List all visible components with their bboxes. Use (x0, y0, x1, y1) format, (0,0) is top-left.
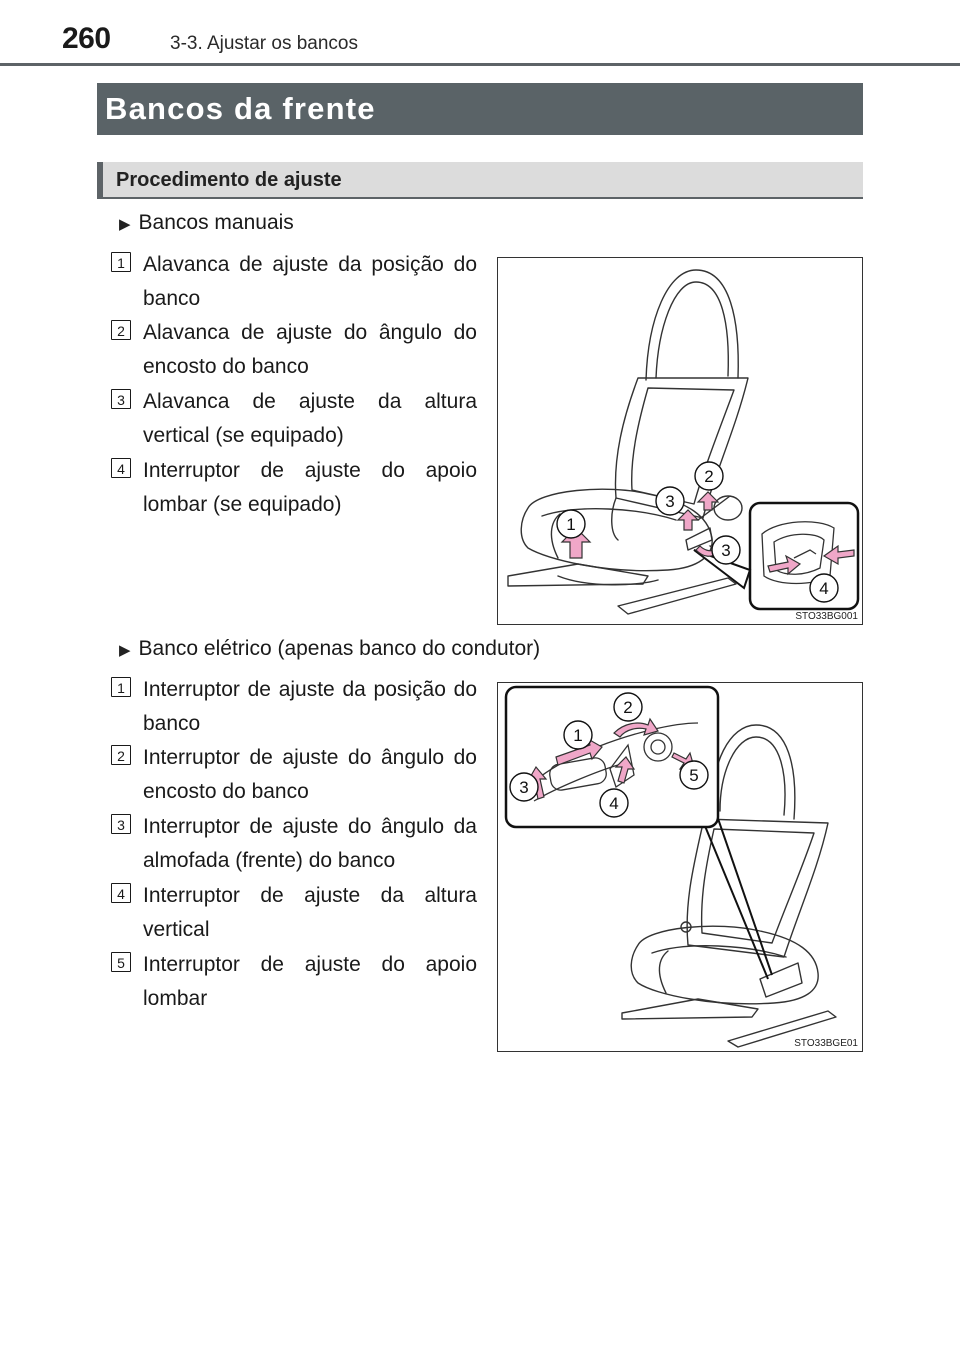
triangle-bullet-icon: ▶ (119, 216, 131, 233)
manual-item-text: Alavanca de ajuste da posição do banco (143, 253, 477, 310)
power-seat-figure (497, 682, 863, 1052)
manual-item-text: Interruptor de ajuste do apoio lombar (se equipado) (143, 459, 477, 516)
manual-seat-illustration (498, 258, 862, 624)
power-callout: 2 (623, 698, 633, 717)
subtitle-marker (97, 162, 103, 199)
power-callout: 1 (573, 726, 583, 745)
power-item-text: Interruptor de ajuste do ângulo do encosto do banco (143, 746, 477, 803)
manual-seat-figure (497, 257, 863, 625)
power-figure-code: STO33BGE01 (794, 1038, 858, 1049)
section-reference: 3-3. Ajustar os bancos (170, 33, 358, 54)
manual-item-text: Alavanca de ajuste do ângulo do encosto do banco (143, 321, 477, 378)
power-heading (119, 637, 540, 661)
triangle-bullet-icon: ▶ (119, 642, 131, 659)
manual-callout: 1 (566, 515, 576, 534)
power-seat-illustration (498, 683, 862, 1051)
manual-heading (119, 211, 294, 235)
manual-callout: 4 (819, 579, 829, 598)
manual-item-number: 3 (111, 389, 131, 409)
power-heading-text: Banco elétrico (apenas banco do condutor) (138, 637, 541, 660)
power-item-number: 3 (111, 814, 131, 834)
manual-item-text: Alavanca de ajuste da altura vertical (se equipado) (143, 390, 477, 447)
power-item-text: Interruptor de ajuste da altura vertical (143, 884, 477, 941)
page-number: 260 (62, 22, 111, 55)
manual-figure-code: STO33BG001 (795, 611, 858, 622)
power-item-text: Interruptor de ajuste da posição do banco (143, 678, 477, 735)
power-callout: 5 (689, 766, 699, 785)
power-item-text: Interruptor de ajuste do apoio lombar (143, 953, 477, 1010)
manual-callout: 3 (721, 541, 731, 560)
manual-callout: 3 (665, 492, 675, 511)
manual-item-number: 1 (111, 252, 131, 272)
power-callout: 3 (519, 778, 529, 797)
power-item-number: 5 (111, 952, 131, 972)
manual-heading-text: Bancos manuais (138, 211, 294, 234)
manual-item-number: 2 (111, 320, 131, 340)
manual-item-number: 4 (111, 458, 131, 478)
power-item-number: 1 (111, 677, 131, 697)
power-callout: 4 (609, 794, 619, 813)
power-item-number: 2 (111, 745, 131, 765)
header-rule (0, 63, 960, 66)
subtitle: Procedimento de ajuste (116, 169, 342, 191)
manual-callout: 2 (704, 467, 714, 486)
page-title: Bancos da frente (105, 91, 376, 126)
power-item-number: 4 (111, 883, 131, 903)
power-item-text: Interruptor de ajuste do ângulo da almofada (frente) do banco (143, 815, 477, 872)
